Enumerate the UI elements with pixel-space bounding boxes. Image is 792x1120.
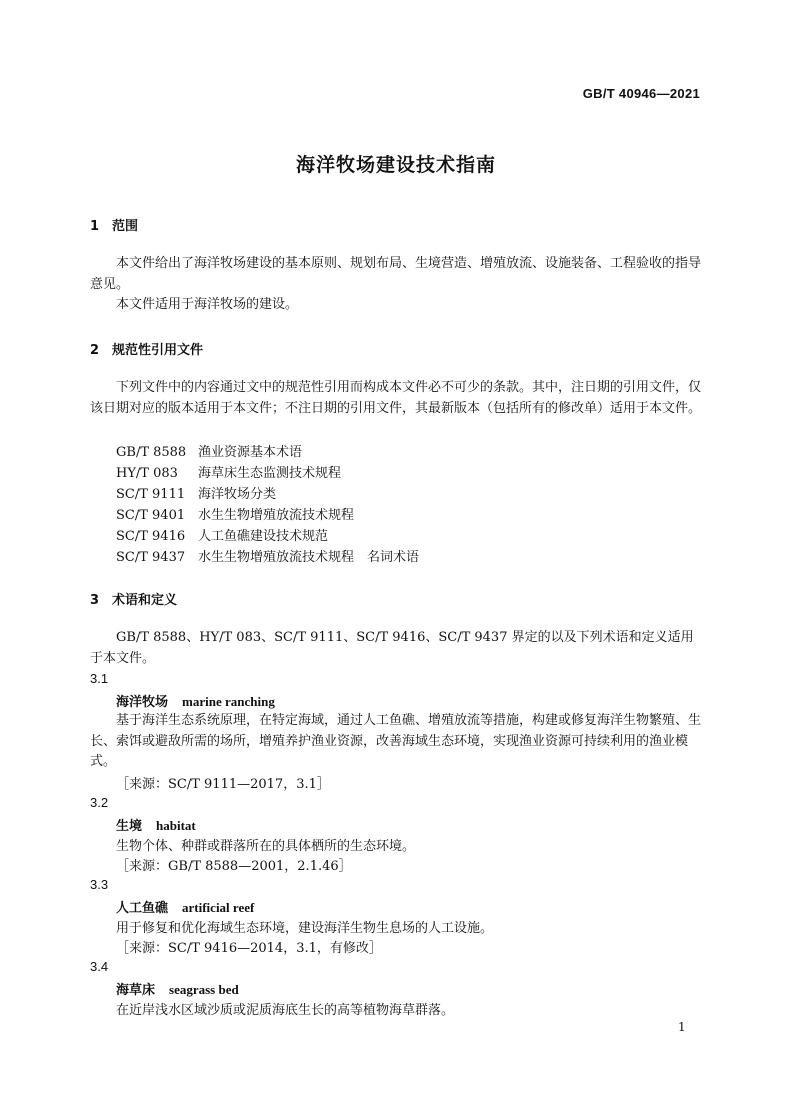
term-en: artificial reef — [182, 900, 255, 915]
section-2-heading — [90, 339, 203, 358]
term-definition: 生物个体、种群或群落所在的具体栖所的生态环境。 — [116, 839, 416, 854]
term-definition: 基于海洋生态系统原理，在特定海域，通过人工鱼礁、增殖放流等措施，构建或修复海洋生物繁殖、生长、索饵或避敌所需的场所，增殖养护渔业资源，改善海域生态环境，实现渔业资源可持续利用的渔业模式。 — [90, 713, 702, 769]
term-en: habitat — [156, 818, 196, 833]
document-title: 海洋牧场建设技术指南 — [295, 154, 496, 176]
term-zh: 海洋牧场 — [116, 695, 169, 710]
term-heading — [116, 897, 254, 916]
term-source: ［来源：SC/T 9111—2017，3.1］ — [116, 777, 330, 792]
reference-item — [116, 525, 328, 544]
term-definition: 用于修复和优化海域生态环境，建设海洋生物生息场的人工设施。 — [116, 921, 494, 936]
normative-references-intro: 下列文件中的内容通过文中的规范性引用而构成本文件必不可少的条款。其中，注日期的引用文件，仅该日期对应的版本适用于本文件；不注日期的引用文件，其最新版本（包括所有的修改单）适用于本文件。 — [90, 380, 702, 416]
term-number: 3.2 — [90, 795, 109, 810]
section-number: 2 — [90, 343, 100, 358]
scope-paragraph-1: 本文件给出了海洋牧场建设的基本原则、规划布局、生境营造、增殖放流、设施装备、工程验收的指导意见。 — [90, 256, 702, 292]
reference-code: SC/T 9401 — [116, 508, 186, 523]
term-en: marine ranching — [182, 694, 275, 709]
standard-code-header: GB/T 40946—2021 — [582, 86, 700, 101]
reference-item — [116, 462, 341, 481]
reference-code: SC/T 9111 — [116, 487, 186, 502]
term-zh: 生境 — [116, 819, 143, 834]
reference-code: SC/T 9416 — [116, 529, 186, 544]
term-number: 3.4 — [90, 959, 109, 974]
term-heading — [116, 691, 275, 710]
term-heading — [116, 815, 196, 834]
reference-title: 渔业资源基本术语 — [198, 445, 303, 460]
section-number: 3 — [90, 593, 100, 608]
section-1-heading — [90, 215, 138, 234]
reference-title: 海洋牧场分类 — [198, 487, 277, 502]
term-number: 3.3 — [90, 877, 109, 892]
term-heading — [116, 979, 239, 998]
reference-item — [116, 546, 419, 565]
section-title: 范围 — [112, 219, 139, 234]
reference-code: GB/T 8588 — [116, 445, 187, 460]
term-source: ［来源：SC/T 9416—2014，3.1，有修改］ — [116, 941, 382, 956]
reference-item — [116, 483, 276, 502]
section-3-heading — [90, 589, 177, 608]
reference-code: SC/T 9437 — [116, 550, 186, 565]
term-zh: 海草床 — [116, 983, 156, 998]
reference-title: 水生生物增殖放流技术规程 名词术语 — [198, 550, 420, 565]
reference-item — [116, 441, 302, 460]
reference-title: 水生生物增殖放流技术规程 — [198, 508, 355, 523]
term-definition: 在近岸浅水区域沙质或泥质海底生长的高等植物海草群落。 — [116, 1003, 455, 1018]
term-zh: 人工鱼礁 — [116, 901, 169, 916]
term-source: ［来源：GB/T 8588—2001，2.1.46］ — [116, 859, 352, 874]
reference-item — [116, 504, 354, 523]
section-title: 规范性引用文件 — [112, 343, 204, 358]
reference-title: 海草床生态监测技术规程 — [198, 466, 342, 481]
section-number: 1 — [90, 219, 100, 234]
term-en: seagrass bed — [169, 982, 239, 997]
reference-code: HY/T 083 — [116, 466, 178, 481]
scope-paragraph-2: 本文件适用于海洋牧场的建设。 — [116, 297, 299, 312]
reference-title: 人工鱼礁建设技术规范 — [198, 529, 329, 544]
section-title: 术语和定义 — [112, 593, 178, 608]
terms-intro: GB/T 8588、HY/T 083、SC/T 9111、SC/T 9416、SC/T 9437 界定的以及下列术语和定义适用于本文件。 — [90, 630, 694, 666]
page-number: 1 — [678, 1020, 686, 1034]
term-number: 3.1 — [90, 671, 109, 686]
